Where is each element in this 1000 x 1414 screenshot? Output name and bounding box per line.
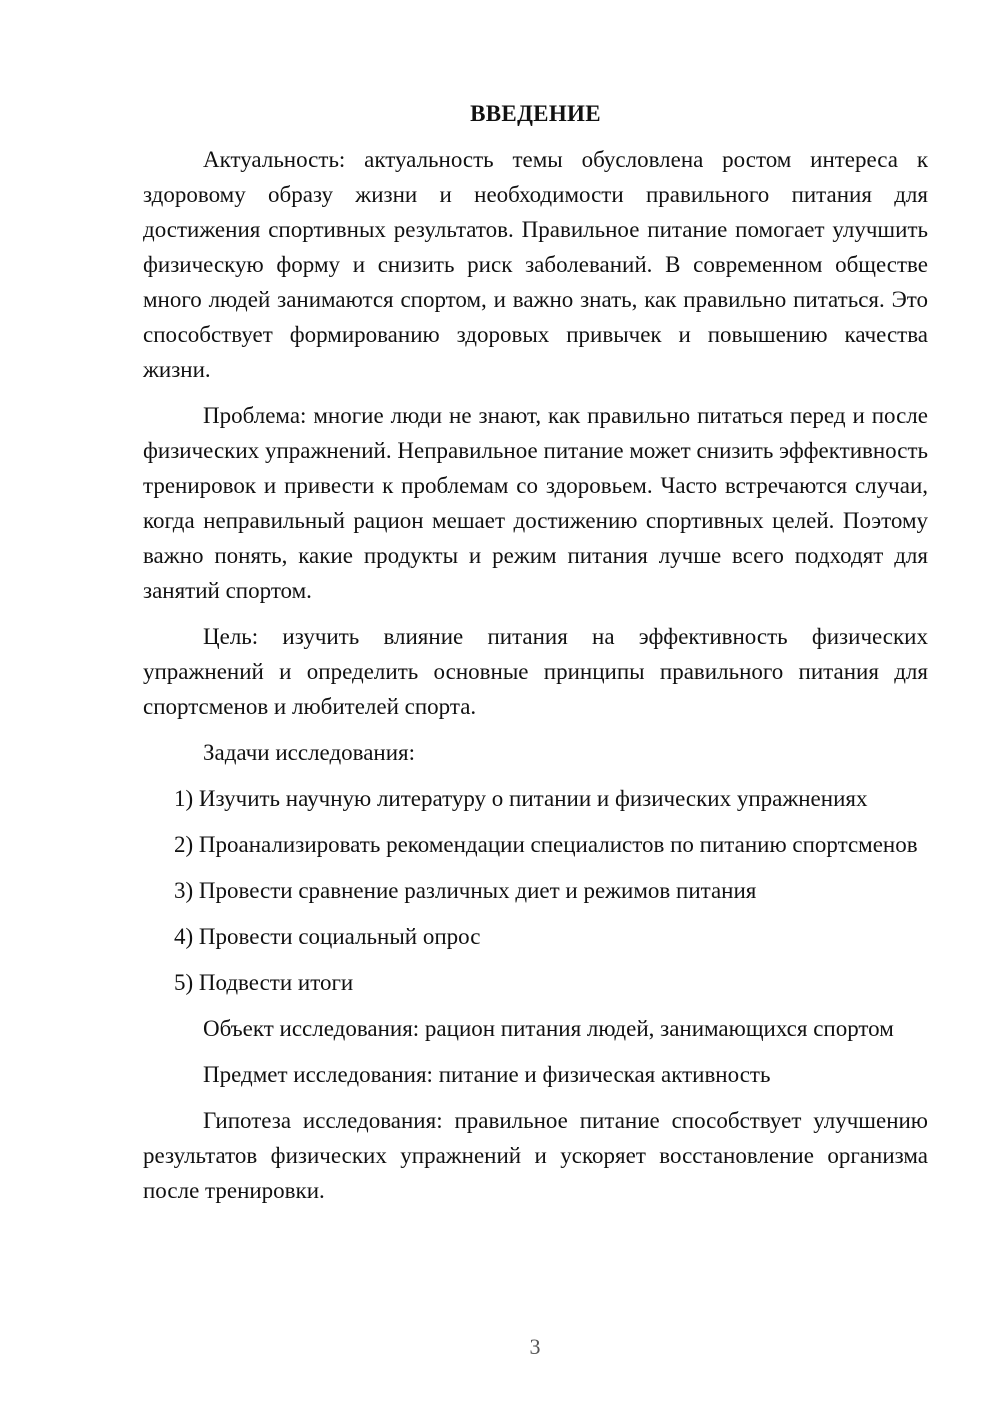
- task-item-4: 4) Провести социальный опрос: [174, 924, 481, 949]
- task-item-2: 2) Проанализировать рекомендации специалистов по питанию спортсменов: [174, 832, 918, 857]
- task-item-3: 3) Провести сравнение различных диет и режимов питания: [174, 878, 757, 903]
- subject-paragraph: Предмет исследования: питание и физическая активность: [203, 1062, 771, 1087]
- task-item-5: 5) Подвести итоги: [174, 970, 354, 995]
- object-paragraph: Объект исследования: рацион питания людей, занимающихся спортом: [203, 1016, 894, 1041]
- section-title: ВВЕДЕНИЕ: [470, 101, 601, 126]
- relevance-paragraph: Актуальность: актуальность темы обусловлена ростом интереса к здоровому образу жизни и необходимости правильного питания для достижения спортивных результатов. Правильное питание помогает улучшить физическую форму и снизить риск заболеваний. В современном обществе много людей занимаются спортом, и важно знать, как правильно питаться. Это способствует формированию здоровых привычек и повышению качества жизни.: [143, 147, 928, 382]
- goal-paragraph: Цель: изучить влияние питания на эффективность физических упражнений и определить основные принципы правильного питания для спортсменов и любителей спорта.: [143, 624, 928, 719]
- problem-paragraph: Проблема: многие люди не знают, как правильно питаться перед и после физических упражнений. Неправильное питание может снизить эффективность тренировок и привести к проблемам со здоровьем. Часто встречаются случаи, когда неправильный рацион мешает достижению спортивных целей. Поэтому важно понять, какие продукты и режим питания лучше всего подходят для занятий спортом.: [143, 403, 928, 603]
- page-number: 3: [529, 1334, 541, 1359]
- tasks-heading: Задачи исследования:: [203, 740, 416, 765]
- document-page: [143, 96, 928, 1219]
- task-item-1: 1) Изучить научную литературу о питании и физических упражнениях: [174, 786, 868, 811]
- hypothesis-paragraph: Гипотеза исследования: правильное питание способствует улучшению результатов физических упражнений и ускоряет восстановление организма после тренировки.: [143, 1108, 928, 1203]
